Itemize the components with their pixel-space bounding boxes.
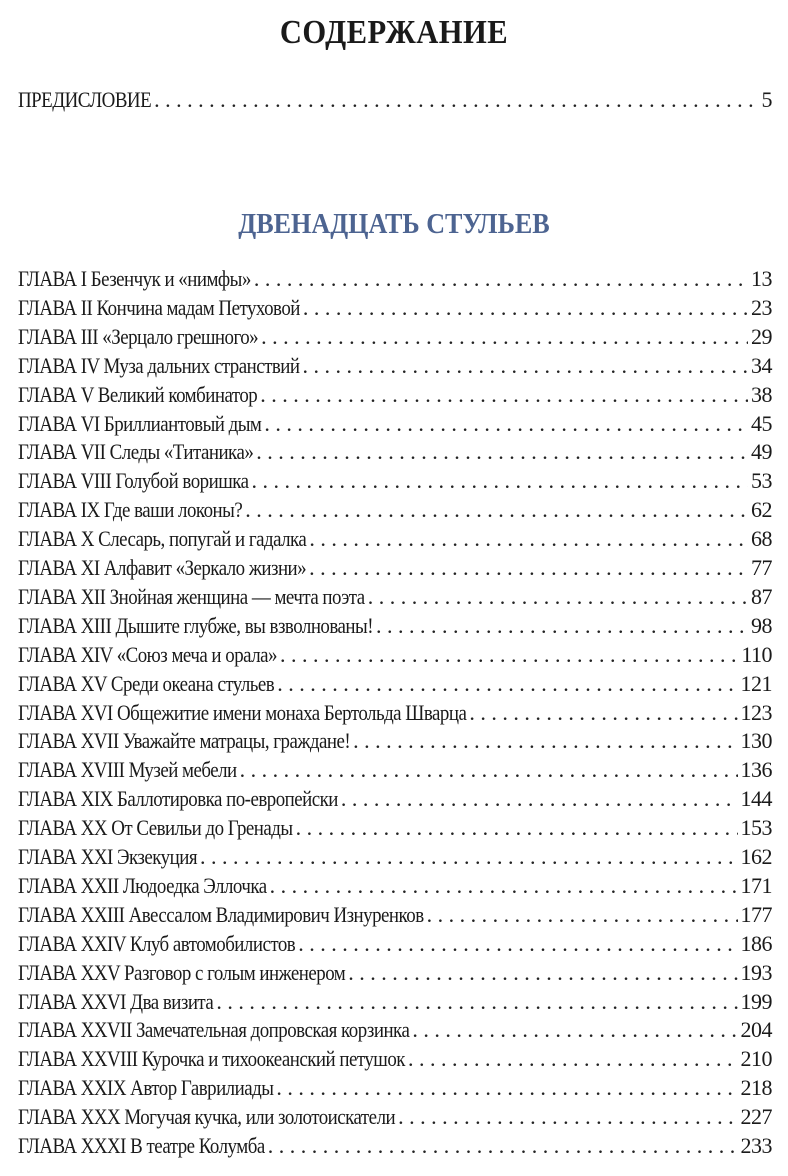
toc-entry-page: 53 <box>751 468 772 494</box>
dot-leader <box>264 411 748 437</box>
toc-entry-label: ГЛАВА X Слесарь, попугай и гадалка <box>18 526 307 552</box>
dot-leader <box>216 989 737 1015</box>
dot-leader <box>280 642 738 668</box>
dot-leader <box>200 844 737 870</box>
dot-leader <box>412 1017 737 1043</box>
toc-entry-label: ГЛАВА XV Среди океана стульев <box>18 670 275 696</box>
dot-leader <box>296 815 738 841</box>
toc-entry-page: 87 <box>751 583 772 609</box>
toc-entry-page: 177 <box>740 901 772 927</box>
toc-entry[interactable] <box>18 266 772 292</box>
toc-entry-preface[interactable] <box>18 87 772 113</box>
toc-entry-label: ГЛАВА XXI Экзекуция <box>18 844 198 869</box>
toc-entry-label: ГЛАВА XXIX Автор Гаврилиады <box>18 1075 274 1101</box>
dot-leader <box>309 555 748 581</box>
toc-entry-page: 193 <box>740 959 772 985</box>
toc-entry-page: 110 <box>741 641 772 667</box>
page-title: СОДЕРЖАНИЕ <box>279 14 509 51</box>
toc-entry-label: ГЛАВА II Кончина мадам Петуховой <box>18 294 300 320</box>
toc-entry[interactable] <box>18 960 772 986</box>
toc-entry[interactable] <box>18 873 772 899</box>
dot-leader <box>256 439 748 465</box>
toc-entry-page: 123 <box>740 699 772 725</box>
toc-entry-label: ГЛАВА XVI Общежитие имени монаха Бертольда Шварца <box>18 699 467 725</box>
toc-entry-page: 204 <box>740 1017 772 1043</box>
toc-entry[interactable] <box>18 526 772 552</box>
toc-entry-page: 121 <box>740 670 772 696</box>
toc-entry-page: 210 <box>740 1046 772 1072</box>
section-title: ДВЕНАДЦАТЬ СТУЛЬЕВ <box>238 208 550 240</box>
toc-entry[interactable] <box>18 671 772 697</box>
dot-leader <box>408 1046 738 1072</box>
toc-entry-label: ГЛАВА IX Где ваши локоны? <box>18 497 243 523</box>
toc-entry[interactable] <box>18 555 772 581</box>
toc-entry-label: ГЛАВА XXV Разговор с голым инженером <box>18 959 346 985</box>
toc-entry-page: 218 <box>740 1075 772 1101</box>
dot-leader <box>376 613 748 639</box>
toc-entry-page: 162 <box>740 844 772 869</box>
dot-leader <box>368 584 748 610</box>
toc-entry[interactable] <box>18 439 772 465</box>
toc-entry-page: 144 <box>740 786 772 812</box>
toc-entry-page: 153 <box>740 815 772 841</box>
toc-entry-page: 62 <box>751 497 772 523</box>
dot-leader <box>261 324 748 350</box>
dot-leader <box>260 382 748 408</box>
toc-entry[interactable] <box>18 613 772 639</box>
toc-entry-label: ГЛАВА XXII Людоедка Эллочка <box>18 872 267 898</box>
dot-leader <box>309 526 748 552</box>
toc-entry[interactable] <box>18 1133 772 1159</box>
dot-leader <box>341 786 738 812</box>
toc-entry-page: 5 <box>761 87 772 112</box>
toc-entry-label: ГЛАВА I Безенчук и «нимфы» <box>18 266 251 291</box>
toc-entry-page: 49 <box>751 439 772 465</box>
toc-entry[interactable] <box>18 728 772 754</box>
toc-entry-label: ГЛАВА VIII Голубой воришка <box>18 468 249 494</box>
toc-entry-page: 34 <box>751 352 772 378</box>
toc-entry[interactable] <box>18 468 772 494</box>
toc-entry[interactable] <box>18 324 772 350</box>
toc-entry-label: ГЛАВА VI Бриллиантовый дым <box>18 410 262 436</box>
toc-entry[interactable] <box>18 700 772 726</box>
toc-entry[interactable] <box>18 497 772 523</box>
toc-entry-label: ГЛАВА XXVII Замечательная допровская корзинка <box>18 1017 410 1043</box>
toc-entry-label: ГЛАВА XXVI Два визита <box>18 988 214 1014</box>
dot-leader <box>276 1075 737 1101</box>
dot-leader <box>240 757 738 783</box>
dot-leader <box>303 353 748 379</box>
dot-leader <box>252 468 748 494</box>
toc-entry-label: ГЛАВА XIII Дышите глубже, вы взволнованы! <box>18 612 374 638</box>
toc-entry-label: ГЛАВА XVII Уважайте матрацы, граждане! <box>18 728 351 754</box>
toc-entry[interactable] <box>18 353 772 379</box>
dot-leader <box>277 671 737 697</box>
toc-entry-page: 68 <box>751 526 772 552</box>
toc-entry-page: 98 <box>751 612 772 638</box>
toc-entry-label: ГЛАВА XI Алфавит «Зеркало жизни» <box>18 555 307 580</box>
toc-entry-label: ГЛАВА XXIV Клуб автомобилистов <box>18 930 296 956</box>
dot-leader <box>303 295 748 321</box>
dot-leader <box>469 700 737 726</box>
dot-leader <box>348 960 737 986</box>
toc-entry[interactable] <box>18 411 772 437</box>
toc-entry-page: 38 <box>751 381 772 407</box>
toc-entry-label: ГЛАВА XX От Севильи до Гренады <box>18 815 293 841</box>
dot-leader <box>268 1133 738 1159</box>
toc-entry-label: ГЛАВА V Великий комбинатор <box>18 381 258 407</box>
toc-entry-label: ГЛАВА VII Следы «Титаника» <box>18 439 254 465</box>
toc-entry[interactable] <box>18 642 772 668</box>
toc-entry-page: 29 <box>751 323 772 349</box>
toc-entry-label: ГЛАВА III «Зерцало грешного» <box>18 323 259 349</box>
dot-leader <box>245 497 748 523</box>
toc-entry-label: ГЛАВА IV Муза дальних странствий <box>18 352 300 378</box>
toc-entry-label: ГЛАВА XXX Могучая кучка, или золотоискатели <box>18 1104 396 1130</box>
toc-entry-label: ГЛАВА XXVIII Курочка и тихоокеанский петушок <box>18 1046 405 1072</box>
toc-entry[interactable] <box>18 931 772 957</box>
toc-entry-page: 171 <box>740 872 772 898</box>
dot-leader <box>353 728 737 754</box>
toc-entry-page: 136 <box>740 757 772 783</box>
dot-leader <box>398 1104 737 1130</box>
toc-entry[interactable] <box>18 1075 772 1101</box>
dot-leader <box>254 266 748 292</box>
toc-entry-page: 23 <box>751 294 772 320</box>
toc-entry[interactable] <box>18 295 772 321</box>
toc-entry-page: 233 <box>740 1133 772 1158</box>
toc-entry[interactable] <box>18 989 772 1015</box>
dot-leader <box>154 87 758 113</box>
dot-leader <box>270 873 738 899</box>
toc-entry[interactable] <box>18 844 772 870</box>
toc-entry-page: 199 <box>740 988 772 1014</box>
toc-entry[interactable] <box>18 1104 772 1130</box>
toc-entry-page: 13 <box>751 266 772 291</box>
toc-entry-label: ПРЕДИСЛОВИЕ <box>18 87 152 112</box>
toc-entry[interactable] <box>18 584 772 610</box>
toc-entry-label: ГЛАВА XVIII Музей мебели <box>18 757 237 783</box>
toc-entry-label: ГЛАВА XXIII Авессалом Владимирович Изнуренков <box>18 901 424 927</box>
dot-leader <box>298 931 737 957</box>
toc-entry-page: 45 <box>751 410 772 436</box>
toc-entry-page: 227 <box>740 1104 772 1130</box>
toc-entry-page: 77 <box>751 555 772 580</box>
toc-entry[interactable] <box>18 902 772 928</box>
toc-entry[interactable] <box>18 757 772 783</box>
toc-entry[interactable] <box>18 382 772 408</box>
toc-entry-page: 186 <box>740 930 772 956</box>
toc-entry[interactable] <box>18 1046 772 1072</box>
toc-entry-label: ГЛАВА XIX Баллотировка по-европейски <box>18 786 338 812</box>
toc-entry-label: ГЛАВА XXXI В театре Колумба <box>18 1133 265 1158</box>
toc-entry[interactable] <box>18 786 772 812</box>
toc-entry-label: ГЛАВА XII Знойная женщина — мечта поэта <box>18 583 365 609</box>
toc-entry[interactable] <box>18 815 772 841</box>
toc-entry[interactable] <box>18 1017 772 1043</box>
toc-entry-label: ГЛАВА XIV «Союз меча и орала» <box>18 641 277 667</box>
toc-entry-page: 130 <box>740 728 772 754</box>
dot-leader <box>427 902 738 928</box>
